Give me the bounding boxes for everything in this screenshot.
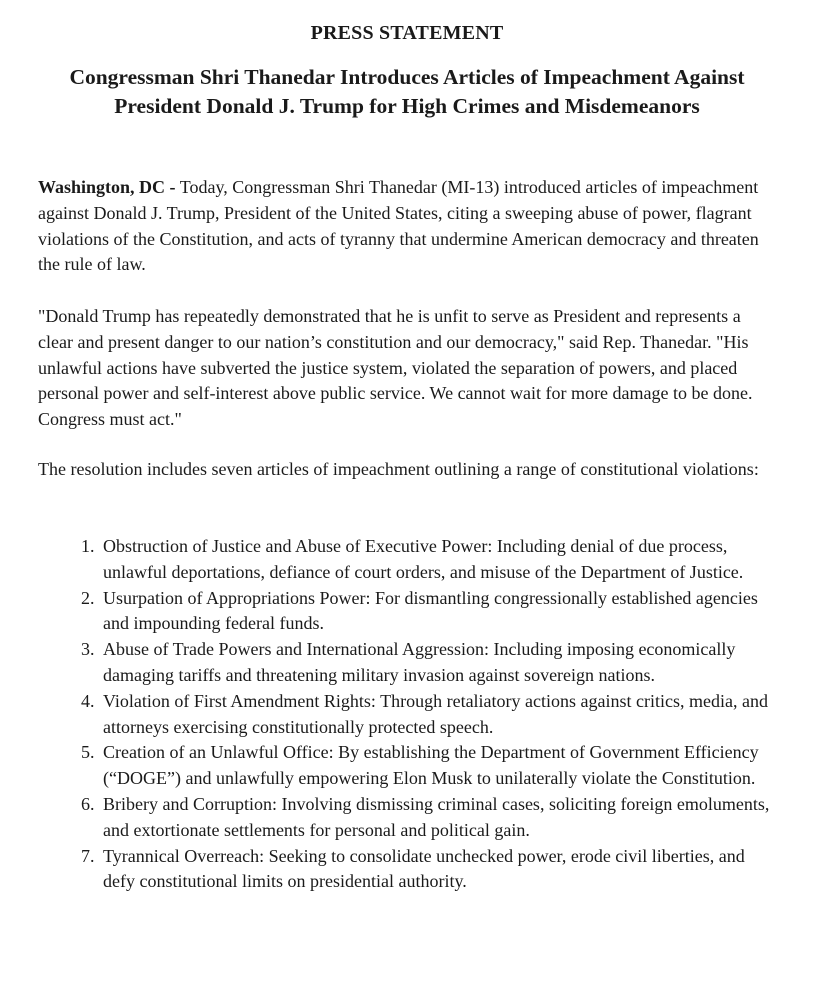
article-number: 5. [81,742,95,763]
article-text: Tyrannical Overreach: Seeking to consolidate unchecked power, erode civil liberties, and defy constitutional limits on presidential authority. [103,845,745,892]
article-text: Abuse of Trade Powers and International Aggression: Including imposing economically damaging tariffs and threatening military invasion against sovereign nations. [103,639,736,685]
document-label: PRESS STATEMENT [310,22,504,44]
article-number: 7. [81,845,95,866]
list-item [73,792,773,844]
article-number: 6. [81,793,95,814]
article-text: Bribery and Corruption: Involving dismissing criminal cases, soliciting foreign emoluments, and extortionate settlements for personal and political gain. [103,793,770,840]
article-text: Usurpation of Appropriations Power: For dismantling congressionally established agencies and impounding federal funds. [103,587,758,634]
list-item [73,740,773,792]
list-item [73,586,773,638]
article-number: 1. [81,536,95,556]
intro-paragraph [38,175,778,278]
article-text: Creation of an Unlawful Office: By establishing the Department of Government Efficiency (“DOGE”) and unlawfully empowering Elon Musk to unilaterally violate the Constitution. [103,742,759,789]
articles-list [73,534,773,895]
list-item [73,689,773,741]
intro-text: Today, Congressman Shri Thanedar (MI-13) introduced articles of impeachment against Donald J. Trump, President of the United States, citing a sweeping abuse of power, flagrant violations of the Constitution, and acts of tyranny that undermine American democracy and threaten the rule of law. [38,177,759,275]
list-item [73,637,773,689]
article-number: 2. [81,587,95,608]
quote-paragraph: "Donald Trump has repeatedly demonstrated that he is unfit to serve as President and represents a clear and present danger to our nation’s constitution and our democracy," said Rep. Thanedar. "His unlawful actions have subverted the justice system, violated the separation of powers, and placed personal power and self-interest above public service. We cannot wait for more damage to be done. Congress must act." [38,306,753,430]
list-item [73,844,773,896]
resolution-intro: The resolution includes seven articles of impeachment outlining a range of constitutional violations: [38,459,759,479]
list-item [73,534,773,586]
dateline: Washington, DC - [38,177,176,197]
article-text: Violation of First Amendment Rights: Through retaliatory actions against critics, media, and attorneys exercising constitutionally protected speech. [103,690,768,737]
article-number: 4. [81,690,95,711]
article-text: Obstruction of Justice and Abuse of Executive Power: Including denial of due process, unlawful deportations, defiance of court orders, and misuse of the Department of Justice. [103,536,744,582]
article-number: 3. [81,639,95,660]
document-title: Congressman Shri Thanedar Introduces Articles of Impeachment Against President Donald J. Trump for High Crimes and Misdemeanors [69,65,745,118]
